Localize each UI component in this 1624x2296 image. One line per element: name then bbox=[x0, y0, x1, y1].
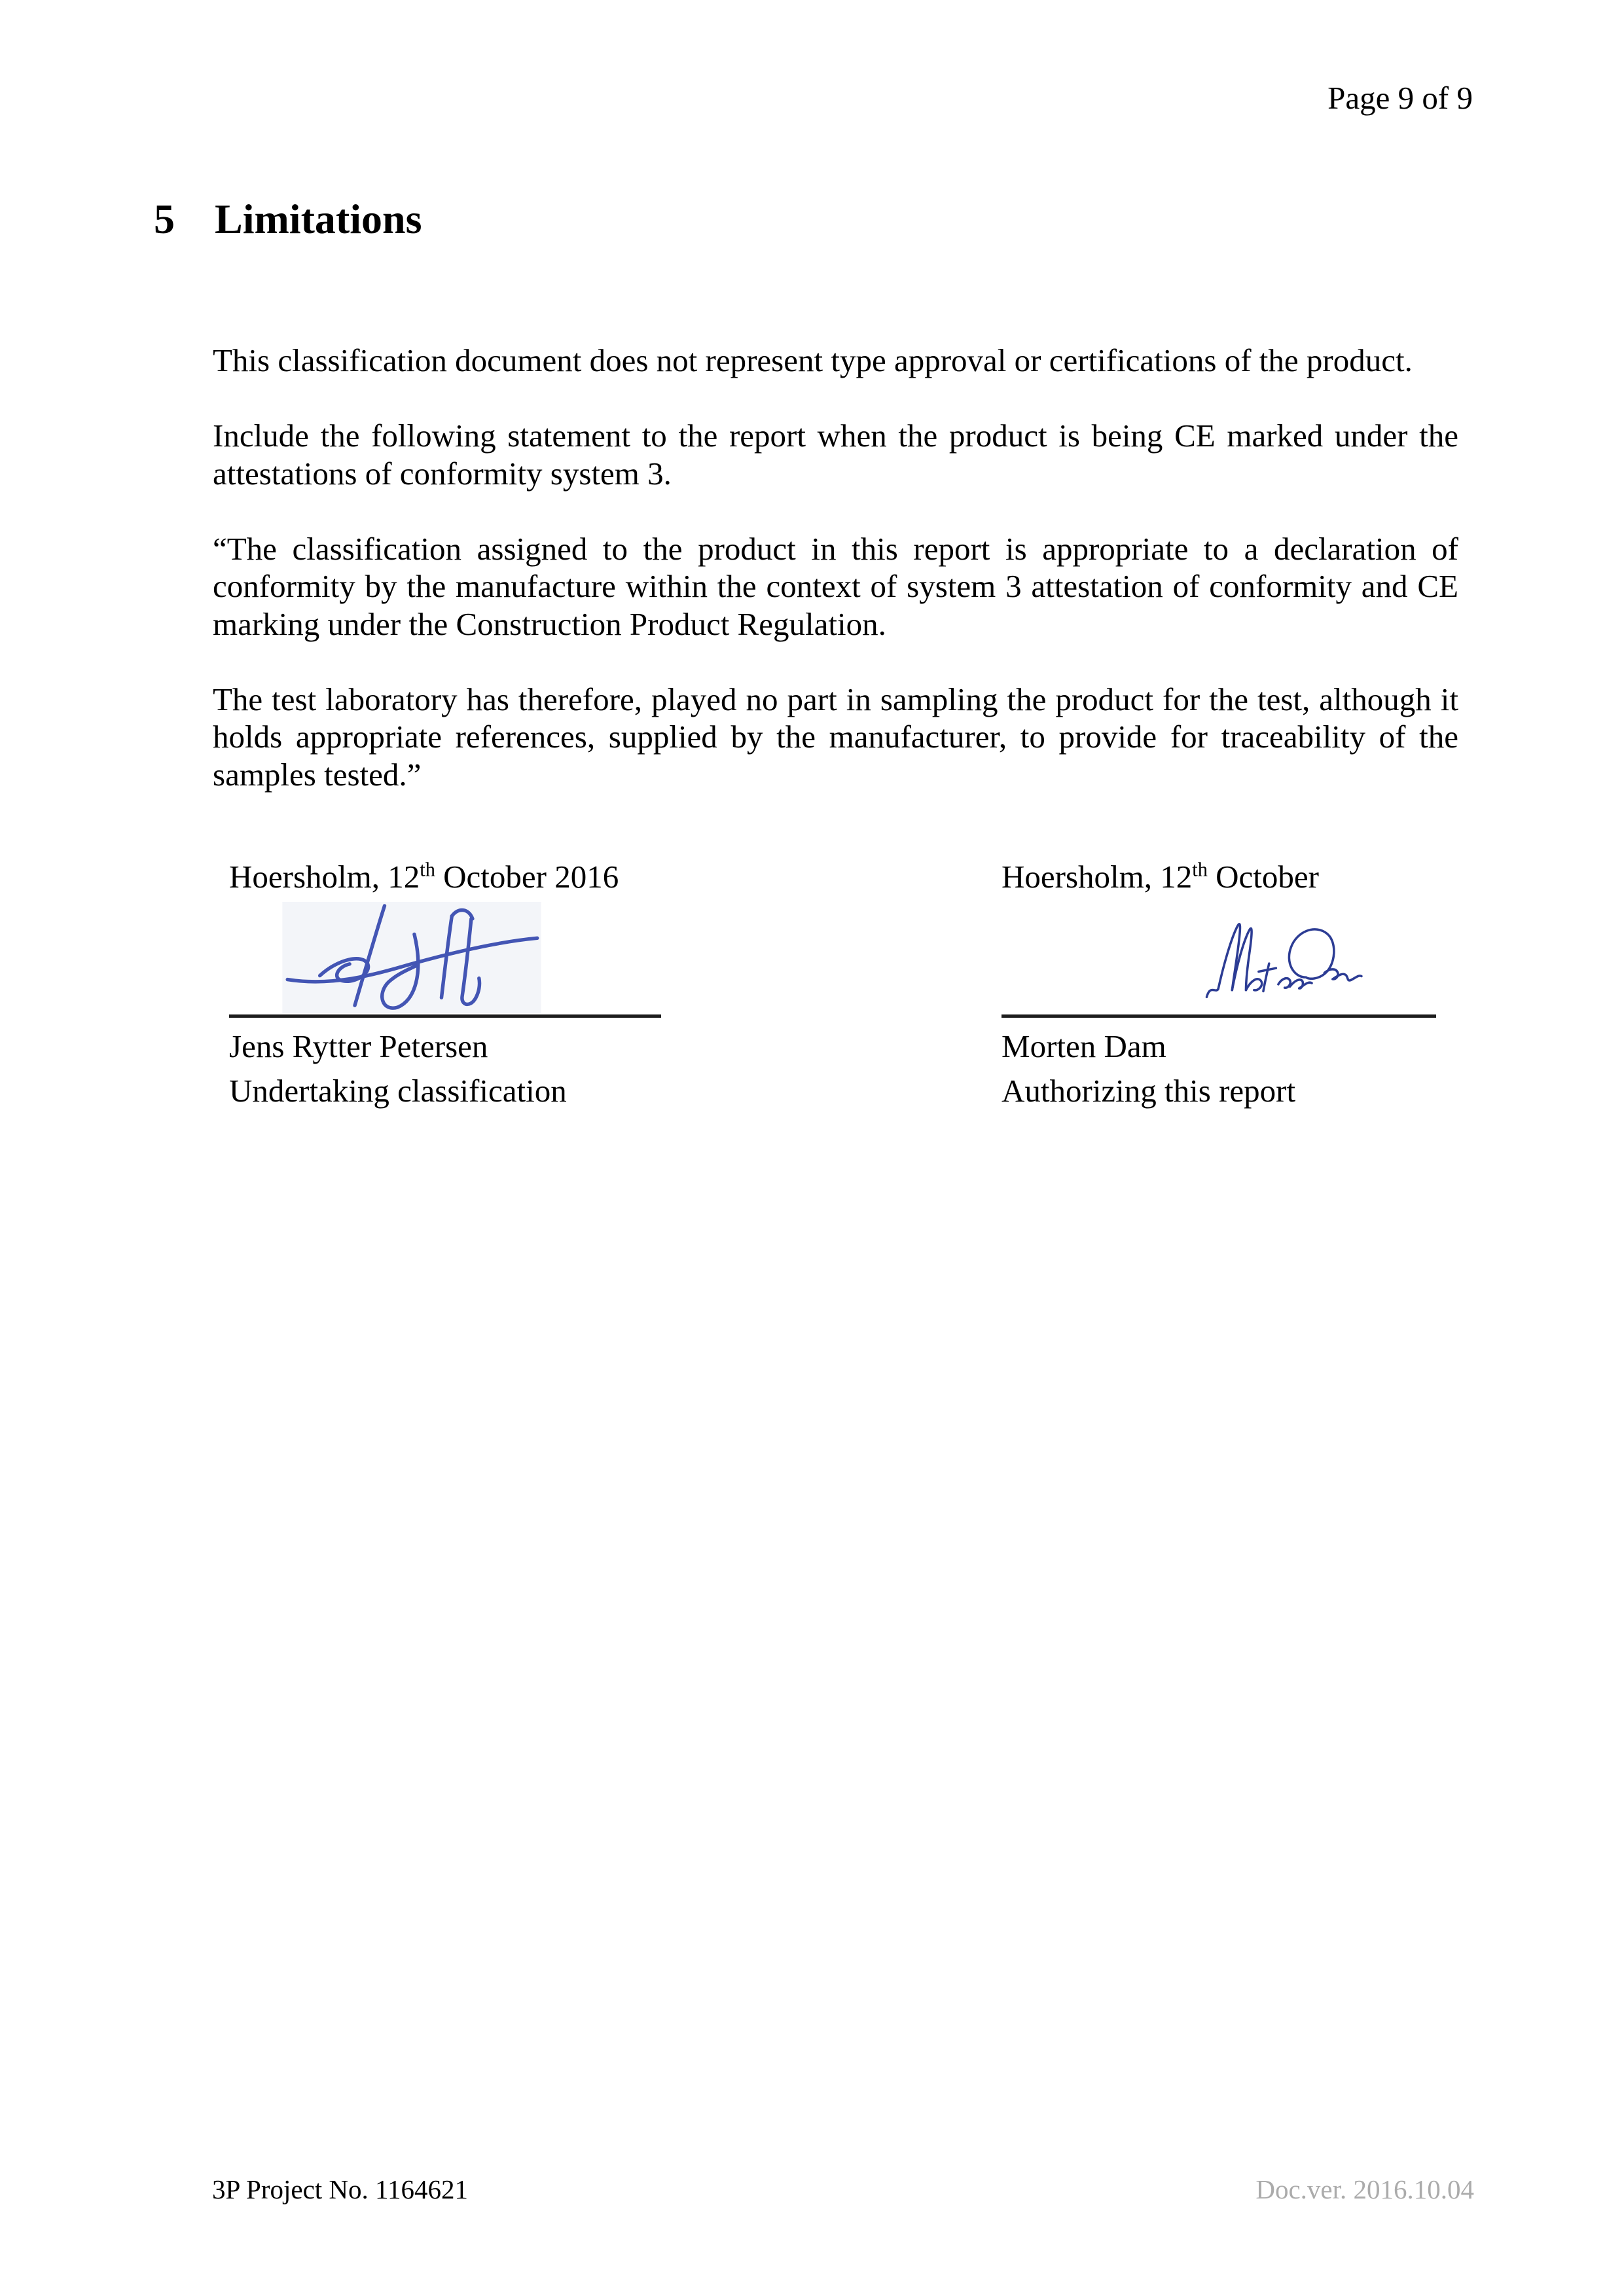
paragraph: Include the following statement to the report when the product is being CE marked under the attestations of conformity system 3. bbox=[213, 418, 1458, 492]
date-text: October bbox=[1207, 859, 1319, 895]
signature-image-morten-dam bbox=[1001, 903, 1436, 1014]
paragraph: This classification document does not represent type approval or certifications of the product. bbox=[213, 342, 1413, 378]
signature-line bbox=[229, 1014, 661, 1018]
signature-date-left bbox=[229, 856, 661, 903]
signature-date-right bbox=[1001, 856, 1436, 903]
section-heading bbox=[154, 196, 422, 242]
handwritten-signature-icon bbox=[1123, 915, 1374, 1013]
date-text: Hoersholm, 12 bbox=[229, 859, 420, 895]
signature-block-left bbox=[229, 856, 661, 1110]
paragraph: “The classification assigned to the product in this report is appropriate to a declaration of conformity by the manufacture within the context of system 3 attestation of conformity and CE marking under the Construction Product Regulation. bbox=[213, 530, 1458, 642]
date-text: Hoersholm, 12 bbox=[1001, 859, 1193, 895]
signatory-name: Jens Rytter Petersen bbox=[229, 1028, 488, 1064]
section-number: 5 bbox=[154, 196, 175, 242]
date-text: October 2016 bbox=[435, 859, 619, 895]
signatory-role: Undertaking classification bbox=[229, 1073, 567, 1109]
footer-project-number: 3P Project No. 1164621 bbox=[212, 2174, 469, 2204]
signature-section bbox=[229, 856, 1436, 1110]
signatory-name: Morten Dam bbox=[1001, 1028, 1166, 1064]
signature-block-right bbox=[1001, 856, 1436, 1110]
paragraph: The test laboratory has therefore, played no part in sampling the product for the test, although it holds appropriate references, supplied by the manufacturer, to provide for traceability of the samples tested.” bbox=[213, 681, 1458, 793]
handwritten-signature-icon bbox=[280, 902, 543, 1013]
body-text bbox=[213, 342, 1458, 831]
section-title: Limitations bbox=[215, 196, 422, 242]
footer-doc-version: Doc.ver. 2016.10.04 bbox=[1255, 2174, 1474, 2204]
signature-strokes-right bbox=[1206, 924, 1361, 997]
signature-line bbox=[1001, 1014, 1436, 1018]
date-ordinal: th bbox=[1192, 858, 1208, 881]
page-number: Page 9 of 9 bbox=[1327, 80, 1473, 116]
signatory-role: Authorizing this report bbox=[1001, 1073, 1296, 1109]
signature-image-jens-rytter-petersen bbox=[229, 903, 661, 1014]
date-ordinal: th bbox=[420, 858, 435, 881]
